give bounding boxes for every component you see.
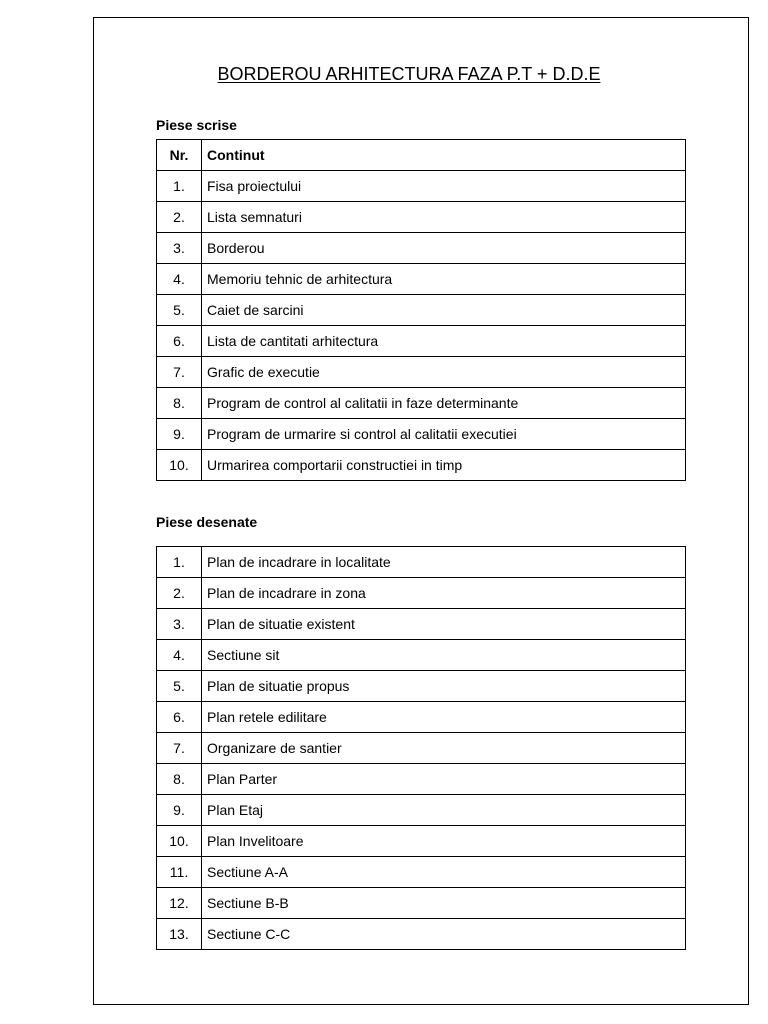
row-number: 13.: [157, 919, 202, 950]
table-row: [157, 795, 686, 826]
written-documents-table: [156, 139, 686, 481]
row-content: Plan de incadrare in zona: [202, 578, 686, 609]
row-content: Plan de situatie existent: [202, 609, 686, 640]
table-row: [157, 888, 686, 919]
row-number: 9.: [157, 419, 202, 450]
row-content: Sectiune C-C: [202, 919, 686, 950]
table-row: [157, 733, 686, 764]
row-content: Lista de cantitati arhitectura: [202, 326, 686, 357]
row-number: 1.: [157, 547, 202, 578]
table-row: [157, 326, 686, 357]
row-number: 2.: [157, 202, 202, 233]
row-content: Plan Invelitoare: [202, 826, 686, 857]
row-number: 10.: [157, 826, 202, 857]
written-section-label: Piese scrise: [156, 117, 237, 133]
row-number: 11.: [157, 857, 202, 888]
header-content: Continut: [202, 140, 686, 171]
row-content: Program de urmarire si control al calitatii executiei: [202, 419, 686, 450]
row-number: 4.: [157, 264, 202, 295]
table-row: [157, 295, 686, 326]
row-content: Urmarirea comportarii constructiei in timp: [202, 450, 686, 481]
row-number: 7.: [157, 733, 202, 764]
table-row: [157, 702, 686, 733]
table-row: [157, 233, 686, 264]
row-number: 9.: [157, 795, 202, 826]
table-row: [157, 357, 686, 388]
table-row: [157, 202, 686, 233]
row-content: Plan de incadrare in localitate: [202, 547, 686, 578]
table-row: [157, 419, 686, 450]
row-number: 10.: [157, 450, 202, 481]
row-content: Lista semnaturi: [202, 202, 686, 233]
row-content: Program de control al calitatii in faze determinante: [202, 388, 686, 419]
row-number: 5.: [157, 671, 202, 702]
drawn-documents-table: [156, 546, 686, 950]
row-number: 3.: [157, 233, 202, 264]
table-row: [157, 919, 686, 950]
row-number: 12.: [157, 888, 202, 919]
table-row: [157, 450, 686, 481]
row-content: Memoriu tehnic de arhitectura: [202, 264, 686, 295]
row-content: Sectiune A-A: [202, 857, 686, 888]
row-content: Sectiune B-B: [202, 888, 686, 919]
row-content: Caiet de sarcini: [202, 295, 686, 326]
row-content: Organizare de santier: [202, 733, 686, 764]
row-content: Plan Parter: [202, 764, 686, 795]
table-row: [157, 640, 686, 671]
table-row: [157, 388, 686, 419]
header-nr: Nr.: [157, 140, 202, 171]
row-number: 8.: [157, 764, 202, 795]
row-number: 7.: [157, 357, 202, 388]
table-row: [157, 671, 686, 702]
row-content: Borderou: [202, 233, 686, 264]
row-content: Sectiune sit: [202, 640, 686, 671]
table-row: [157, 609, 686, 640]
row-number: 1.: [157, 171, 202, 202]
table-header-row: [157, 140, 686, 171]
table-row: [157, 578, 686, 609]
table-row: [157, 264, 686, 295]
row-number: 5.: [157, 295, 202, 326]
row-number: 6.: [157, 702, 202, 733]
row-content: Fisa proiectului: [202, 171, 686, 202]
row-number: 3.: [157, 609, 202, 640]
row-content: Plan de situatie propus: [202, 671, 686, 702]
row-number: 4.: [157, 640, 202, 671]
row-number: 6.: [157, 326, 202, 357]
row-content: Plan retele edilitare: [202, 702, 686, 733]
row-content: Grafic de executie: [202, 357, 686, 388]
table-row: [157, 547, 686, 578]
drawn-section-label: Piese desenate: [156, 514, 258, 530]
row-content: Plan Etaj: [202, 795, 686, 826]
row-number: 2.: [157, 578, 202, 609]
table-row: [157, 171, 686, 202]
table-row: [157, 764, 686, 795]
row-number: 8.: [157, 388, 202, 419]
table-row: [157, 826, 686, 857]
table-row: [157, 857, 686, 888]
document-title: BORDEROU ARHITECTURA FAZA P.T + D.D.E: [217, 64, 601, 84]
